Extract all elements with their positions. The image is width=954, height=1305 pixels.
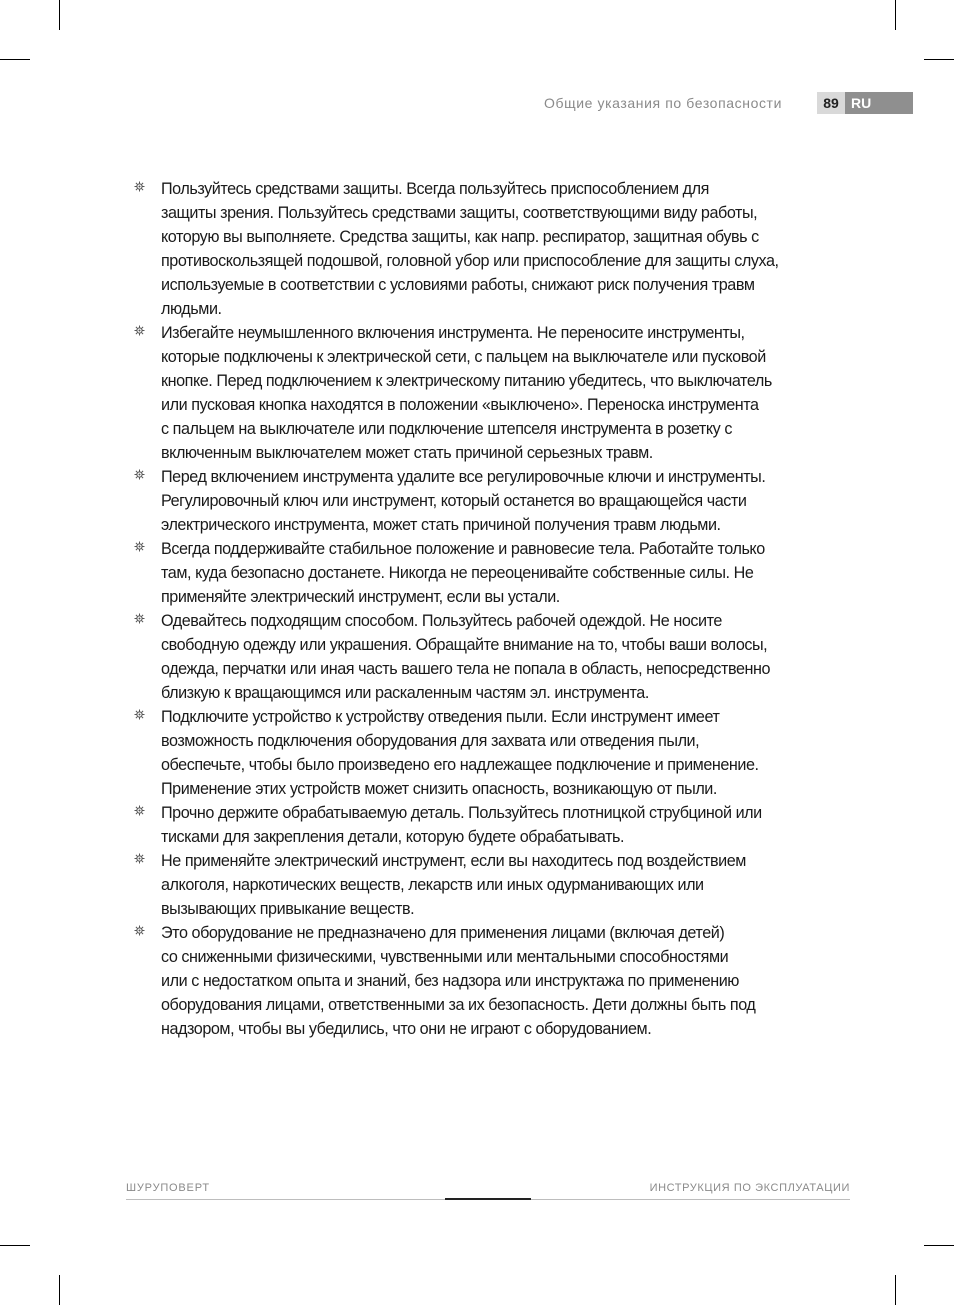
paragraph-line: там, куда безопасно достанете. Никогда не переоценивайте собственные силы. Не — [161, 564, 754, 582]
gear-bullet-icon — [134, 325, 145, 336]
gear-bullet-icon — [134, 181, 145, 192]
footer-divider-accent — [445, 1198, 531, 1200]
paragraph-line: противоскользящей подошвой, головной убор или приспособление для защиты слуха, — [161, 252, 779, 270]
paragraph-line: тисками для закрепления детали, которую будете обрабатывать. — [161, 828, 625, 846]
paragraph-line: Избегайте неумышленного включения инструмента. Не переносите инструменты, — [161, 324, 745, 342]
paragraph-line: применяйте электрический инструмент, если вы устали. — [161, 588, 560, 606]
gear-bullet-icon — [134, 709, 145, 720]
list-item — [132, 921, 832, 1041]
paragraph-line: вызывающих привыкание веществ. — [161, 900, 415, 918]
paragraph-line: Не применяйте электрический инструмент, если вы находитесь под воздействием — [161, 852, 746, 870]
crop-mark — [0, 1245, 30, 1246]
page-number: 89 — [817, 92, 845, 114]
paragraph-line: одежда, перчатки или иная часть вашего тела не попала в область, непосредственно — [161, 660, 771, 678]
paragraph-line: свободную одежду или украшения. Обращайте внимание на то, чтобы ваши волосы, — [161, 636, 768, 654]
paragraph-line: Применение этих устройств может снизить опасность, возникающую от пыли. — [161, 780, 717, 798]
crop-mark — [924, 59, 954, 60]
paragraph-line: Регулировочный ключ или инструмент, который останется во вращающейся части — [161, 492, 747, 510]
gear-bullet-icon — [134, 541, 145, 552]
paragraph-line: которые подключены к электрической сети, с пальцем на выключателе или пусковой — [161, 348, 766, 366]
section-title: Общие указания по безопасности — [544, 95, 782, 111]
paragraph-line: электрического инструмента, может стать причиной получения травм людьми. — [161, 516, 721, 534]
list-item — [132, 849, 832, 921]
paragraph-line: Подключите устройство к устройству отведения пыли. Если инструмент имеет — [161, 708, 720, 726]
paragraph-line: которую вы выполняете. Средства защиты, как напр. респиратор, защитная обувь с — [161, 228, 759, 246]
crop-mark — [895, 0, 896, 30]
paragraph-line: Перед включением инструмента удалите все регулировочные ключи и инструменты. — [161, 468, 766, 486]
paragraph-line: близкую к вращающимся или раскаленным частям эл. инструмента. — [161, 684, 649, 702]
paragraph-line: Одевайтесь подходящим способом. Пользуйтесь рабочей одеждой. Не носите — [161, 612, 722, 630]
crop-mark — [0, 59, 30, 60]
paragraph-line: возможность подключения оборудования для захвата или отведения пыли, — [161, 732, 700, 750]
paragraph-line: обеспечьте, чтобы было произведено его надлежащее подключение и применение. — [161, 756, 759, 774]
paragraph-line: Всегда поддерживайте стабильное положение и равновесие тела. Работайте только — [161, 540, 765, 558]
paragraph-line: надзором, чтобы вы убедились, что они не играют с оборудованием. — [161, 1020, 652, 1038]
gear-bullet-icon — [134, 925, 145, 936]
paragraph-line: алкоголя, наркотических веществ, лекарств или иных одурманивающих или — [161, 876, 704, 894]
list-item — [132, 177, 832, 321]
footer-product-name: ШУРУПОВЕРТ — [126, 1182, 210, 1194]
crop-mark — [895, 1275, 896, 1305]
paragraph-line: Пользуйтесь средствами защиты. Всегда пользуйтесь приспособлением для — [161, 180, 709, 198]
gear-bullet-icon — [134, 613, 145, 624]
paragraph-line: оборудования лицами, ответственными за их безопасность. Дети должны быть под — [161, 996, 756, 1014]
language-badge: RU — [845, 92, 913, 114]
paragraph-line: со сниженными физическими, чувственными или ментальными способностями — [161, 948, 729, 966]
gear-bullet-icon — [134, 469, 145, 480]
list-item — [132, 321, 832, 465]
paragraph-line: людьми. — [161, 300, 222, 318]
paragraph-line: с пальцем на выключателе или подключение штепселя инструмента в розетку с — [161, 420, 732, 438]
gear-bullet-icon — [134, 853, 145, 864]
list-item — [132, 705, 832, 801]
list-item — [132, 537, 832, 609]
paragraph-line: защиты зрения. Пользуйтесь средствами защиты, соответствующими виду работы, — [161, 204, 758, 222]
paragraph-line: включенным выключателем может стать причиной серьезных травм. — [161, 444, 653, 462]
safety-instructions-list — [132, 177, 832, 1041]
paragraph-line: или с недостатком опыта и знаний, без надзора или инструктажа по применению — [161, 972, 739, 990]
crop-mark — [59, 1275, 60, 1305]
paragraph-line: Прочно держите обрабатываемую деталь. Пользуйтесь плотницкой струбциной или — [161, 804, 762, 822]
gear-bullet-icon — [134, 805, 145, 816]
paragraph-line: Это оборудование не предназначено для применения лицами (включая детей) — [161, 924, 725, 942]
crop-mark — [59, 0, 60, 30]
list-item — [132, 465, 832, 537]
paragraph-line: используемые в соответствии с условиями работы, снижают риск получения травм — [161, 276, 755, 294]
paragraph-line: или пусковая кнопка находятся в положении «выключено». Переноска инструмента — [161, 396, 759, 414]
paragraph-line: кнопке. Перед подключением к электрическому питанию убедитесь, что выключатель — [161, 372, 772, 390]
list-item — [132, 801, 832, 849]
crop-mark — [924, 1245, 954, 1246]
list-item — [132, 609, 832, 705]
footer-manual-title: ИНСТРУКЦИЯ ПО ЭКСПЛУАТАЦИИ — [649, 1182, 850, 1194]
